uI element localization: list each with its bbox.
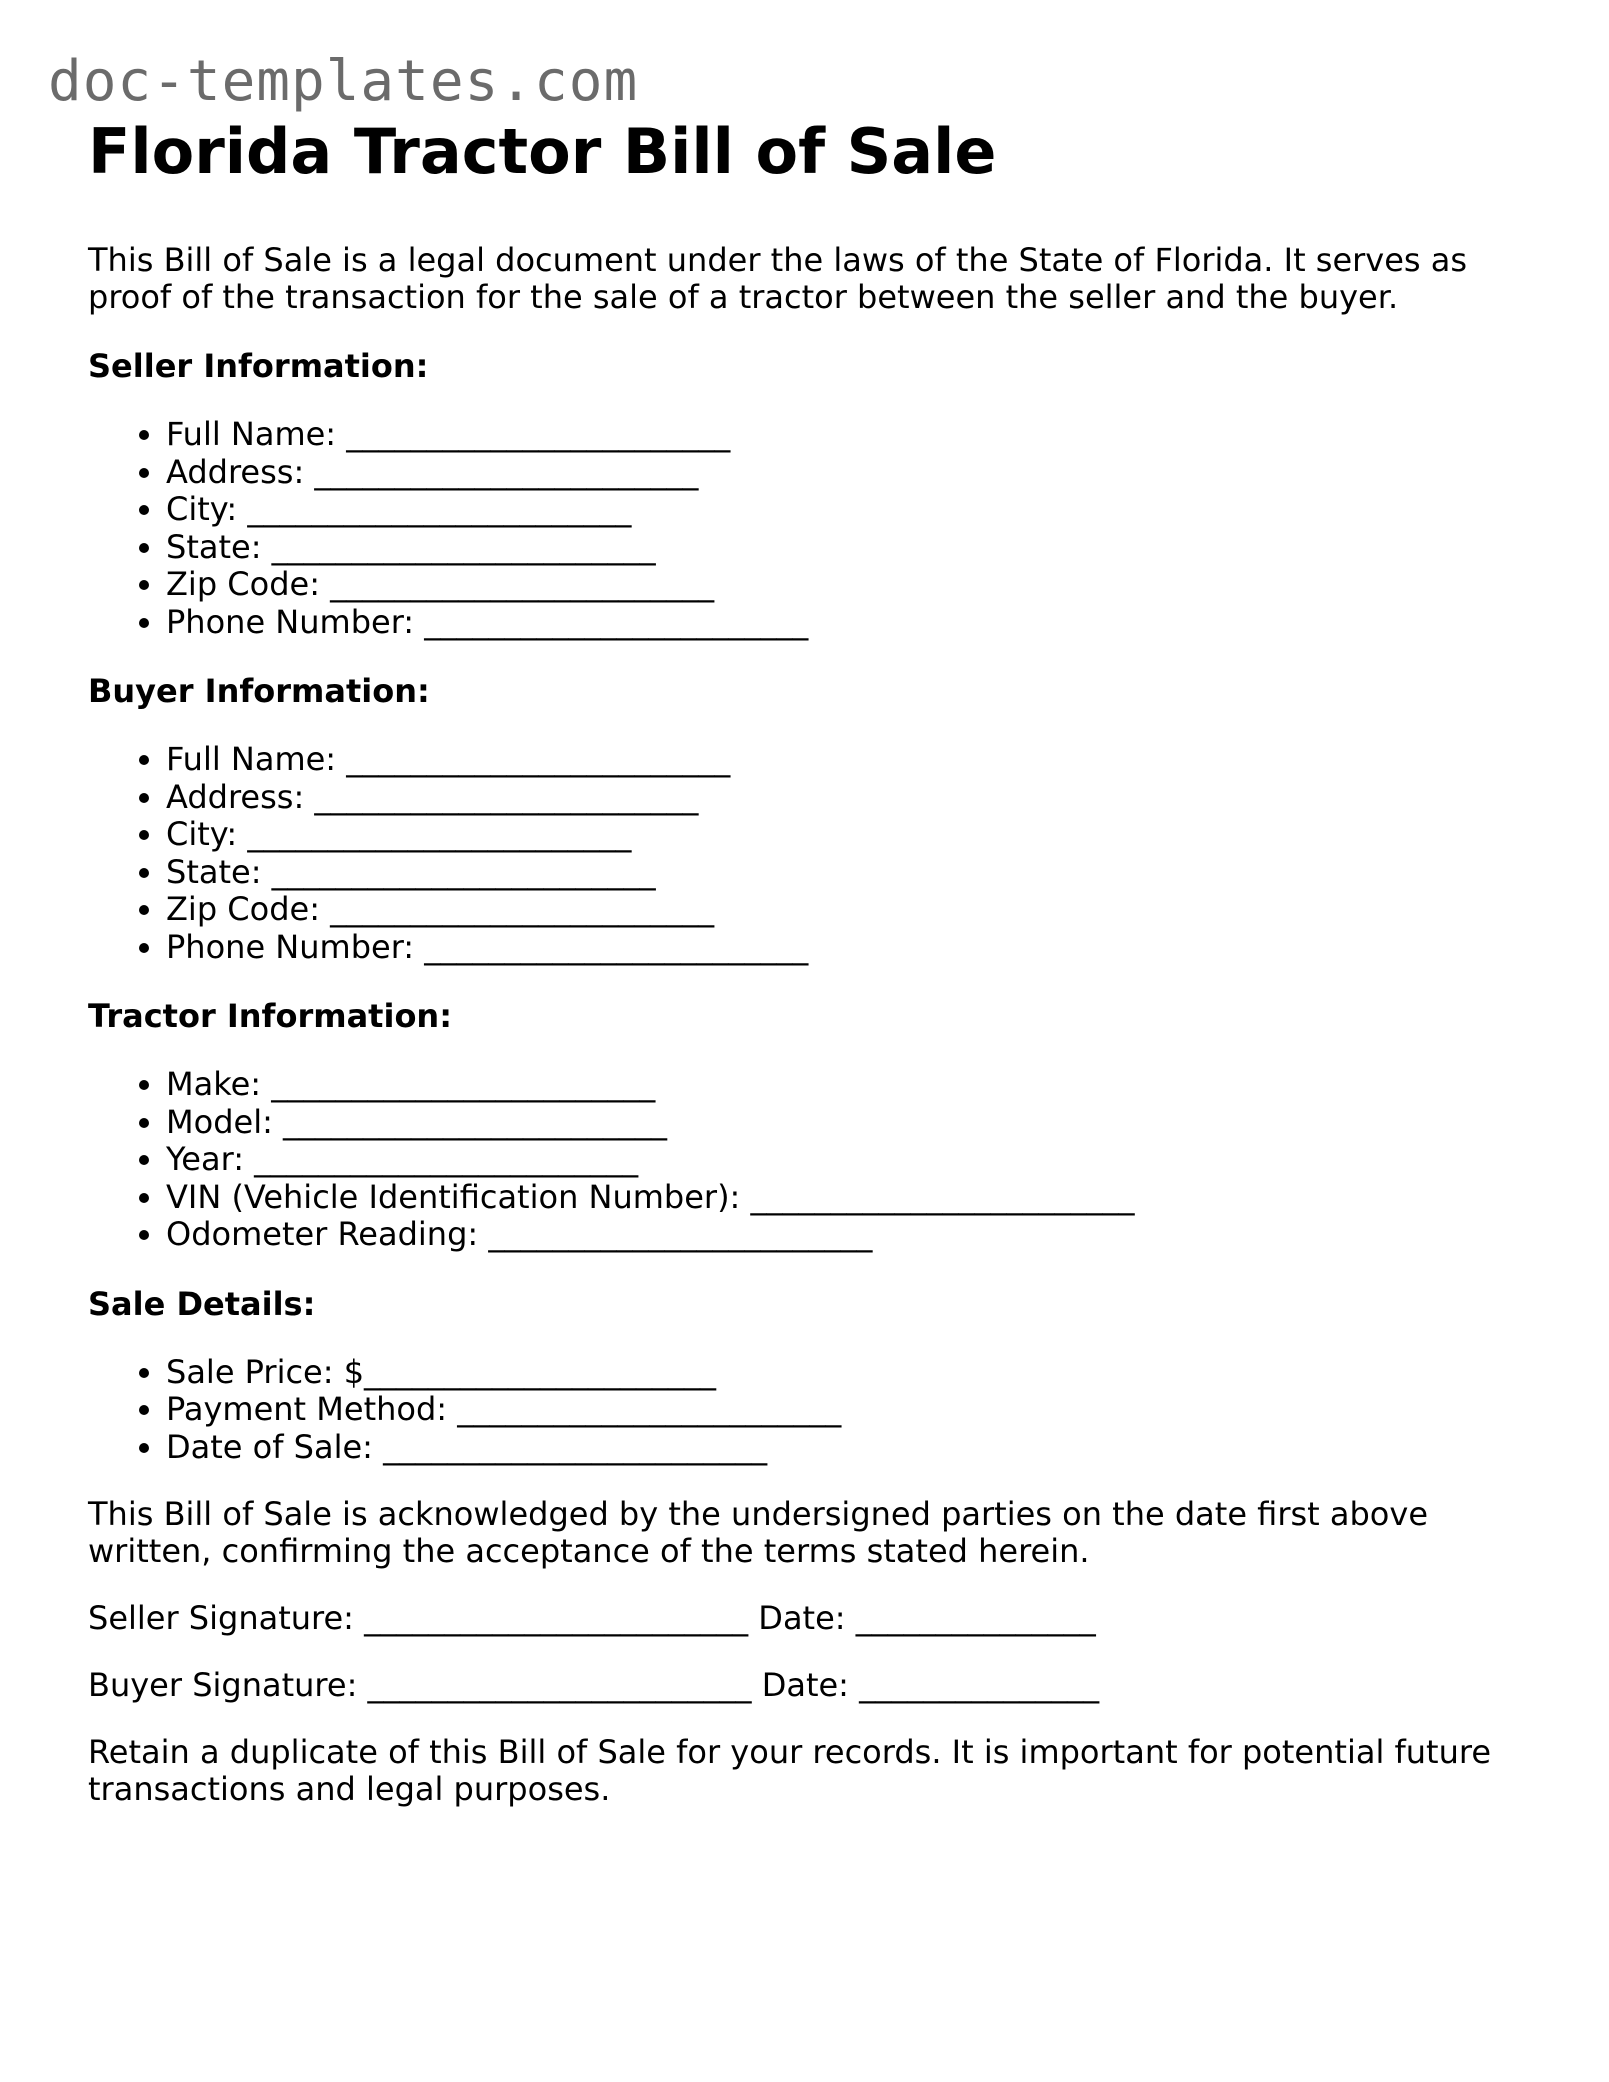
watermark: doc-templates.com xyxy=(48,49,639,114)
payment-method-field: • Payment Method: ________________________ xyxy=(166,1391,1528,1429)
seller-state-field: • State: ________________________ xyxy=(166,529,1528,567)
date-of-sale-field: • Date of Sale: ________________________ xyxy=(166,1429,1528,1467)
sale-price-field: • Sale Price: $______________________ xyxy=(166,1354,1528,1392)
tractor-field-list xyxy=(88,1066,1528,1254)
page-title: Florida Tractor Bill of Sale xyxy=(88,115,997,188)
seller-signature-line: Seller Signature: ________________________ Date: _______________ xyxy=(88,1599,1096,1637)
buyer-state-field: • State: ________________________ xyxy=(166,854,1528,892)
buyer-phone-field: • Phone Number: ________________________ xyxy=(166,929,1528,967)
intro-paragraph: This Bill of Sale is a legal document under the laws of the State of Florida. It serves as proof of the transaction for the sale of a tractor between the seller and the buyer. xyxy=(88,241,1468,316)
tractor-year-field: • Year: ________________________ xyxy=(166,1141,1528,1179)
seller-city-field: • City: ________________________ xyxy=(166,491,1528,529)
buyer-city-field: • City: ________________________ xyxy=(166,816,1528,854)
buyer-section-heading: Buyer Information: xyxy=(88,672,430,710)
buyer-full-name-field: • Full Name: ________________________ xyxy=(166,741,1528,779)
seller-field-list xyxy=(88,416,1528,641)
tractor-section-heading: Tractor Information: xyxy=(88,997,452,1035)
sale-field-list xyxy=(88,1354,1528,1467)
acknowledgment-paragraph: This Bill of Sale is acknowledged by the undersigned parties on the date first above written, confirming the acceptance of the terms stated herein. xyxy=(88,1495,1428,1570)
buyer-field-list xyxy=(88,741,1528,966)
tractor-model-field: • Model: ________________________ xyxy=(166,1104,1528,1142)
seller-section-heading: Seller Information: xyxy=(88,347,429,385)
seller-phone-field: • Phone Number: ________________________ xyxy=(166,604,1528,642)
tractor-make-field: • Make: ________________________ xyxy=(166,1066,1528,1104)
retain-note-paragraph: Retain a duplicate of this Bill of Sale for your records. It is important for potential future transactions and legal purposes. xyxy=(88,1733,1492,1808)
seller-address-field: • Address: ________________________ xyxy=(166,454,1528,492)
sale-section-heading: Sale Details: xyxy=(88,1284,316,1323)
seller-full-name-field: • Full Name: ________________________ xyxy=(166,416,1528,454)
buyer-zip-field: • Zip Code: ________________________ xyxy=(166,891,1528,929)
buyer-signature-line: Buyer Signature: ________________________ Date: _______________ xyxy=(88,1666,1100,1704)
buyer-address-field: • Address: ________________________ xyxy=(166,779,1528,817)
document-body xyxy=(88,112,1528,1808)
tractor-odometer-field: • Odometer Reading: ________________________ xyxy=(166,1216,1528,1254)
seller-zip-field: • Zip Code: ________________________ xyxy=(166,566,1528,604)
tractor-vin-field: • VIN (Vehicle Identification Number): ________________________ xyxy=(166,1179,1528,1217)
